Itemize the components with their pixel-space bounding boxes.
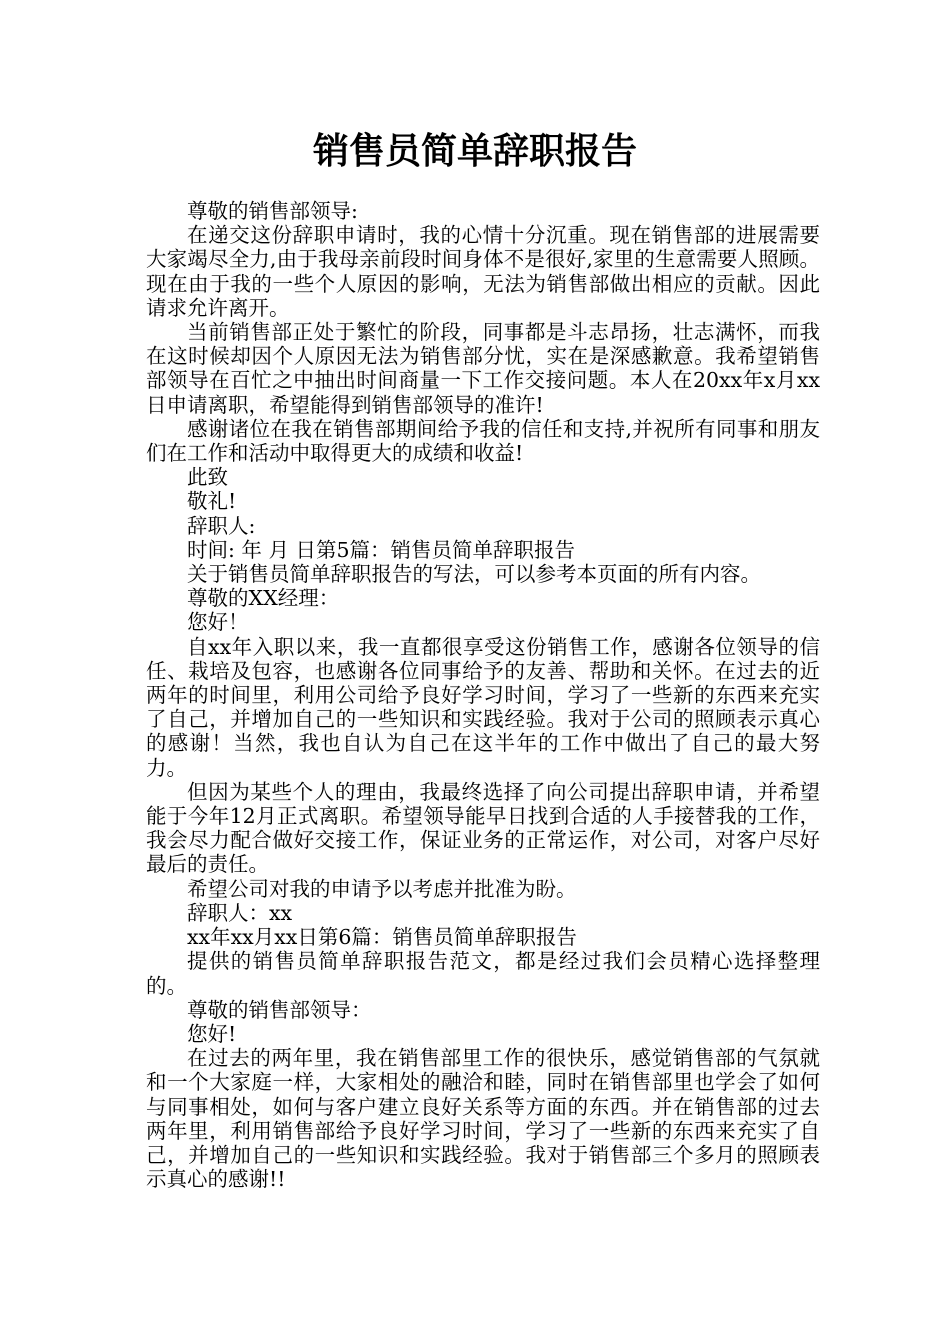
date-line: 时间: 年 月 日第5篇：销售员简单辞职报告 bbox=[187, 537, 575, 562]
paragraph: 提供的销售员简单辞职报告范文，都是经过我们会员精心选择整理的。 bbox=[146, 949, 820, 998]
document-body bbox=[146, 199, 820, 1191]
document-title: 销售员简单辞职报告 bbox=[312, 131, 637, 172]
signature-line: 辞职人：xx bbox=[187, 900, 293, 925]
closing-line: 此致 bbox=[187, 465, 228, 490]
signature-line: 辞职人: bbox=[187, 513, 256, 538]
closing-line: 敬礼! bbox=[187, 489, 237, 514]
greeting: 您好！ bbox=[187, 610, 249, 635]
greeting: 您好! bbox=[187, 1021, 237, 1046]
paragraph: 希望公司对我的申请予以考虑并批准为盼。 bbox=[187, 876, 577, 901]
salutation: 尊敬的XX经理： bbox=[187, 586, 340, 611]
paragraph: 但因为某些个人的理由，我最终选择了向公司提出辞职申请，并希望能于今年12月正式离职。希望领导能早日找到合适的人手接替我的工作，我会尽力配合做好交接工作，保证业务的正常运作，对公司，对客户尽好最后的责任。 bbox=[146, 779, 820, 877]
paragraph: 当前销售部正处于繁忙的阶段，同事都是斗志昂扬，壮志满怀，而我在这时候却因个人原因无法为销售部分忧，实在是深感歉意。我希望销售部领导在百忙之中抽出时间商量一下工作交接问题。本人在20xx年x月xx日申请离职，希望能得到销售部领导的准许! bbox=[146, 320, 820, 417]
paragraph: 在过去的两年里，我在销售部里工作的很快乐，感觉销售部的气氛就和一个大家庭一样，大家相处的融洽和睦，同时在销售部里也学会了如何与同事相处，如何与客户建立良好关系等方面的东西。并在销售部的过去两年里，利用销售部给予良好学习时间，学习了一些新的东西来充实了自己，并增加自己的一些知识和实践经验。我对于销售部三个多月的照顾表示真心的感谢!! bbox=[146, 1046, 820, 1192]
paragraph: 关于销售员简单辞职报告的写法，可以参考本页面的所有内容。 bbox=[187, 562, 761, 587]
paragraph: 感谢诸位在我在销售部期间给予我的信任和支持,并祝所有同事和朋友们在工作和活动中取得更大的成绩和收益! bbox=[146, 416, 820, 466]
salutation: 尊敬的销售部领导： bbox=[187, 997, 372, 1022]
paragraph: 自xx年入职以来，我一直都很享受这份销售工作，感谢各位领导的信任、栽培及包容，也感谢各位同事给予的友善、帮助和关怀。在过去的近两年的时间里，利用公司给予良好学习时间，学习了一些新的东西来充实了自己，并增加自己的一些知识和实践经验。我对于公司的照顾表示真心的感谢！当然，我也自认为自己在这半年的工作中做出了自己的最大努力。 bbox=[146, 634, 820, 780]
paragraph: 在递交这份辞职申请时，我的心情十分沉重。现在销售部的进展需要大家竭尽全力,由于我母亲前段时间身体不是很好,家里的生意需要人照顾。现在由于我的一些个人原因的影响，无法为销售部做出相应的贡献。因此请求允许离开。 bbox=[146, 223, 820, 320]
date-line: xx年xx月xx日第6篇：销售员简单辞职报告 bbox=[187, 925, 577, 950]
salutation: 尊敬的销售部领导: bbox=[187, 199, 358, 223]
